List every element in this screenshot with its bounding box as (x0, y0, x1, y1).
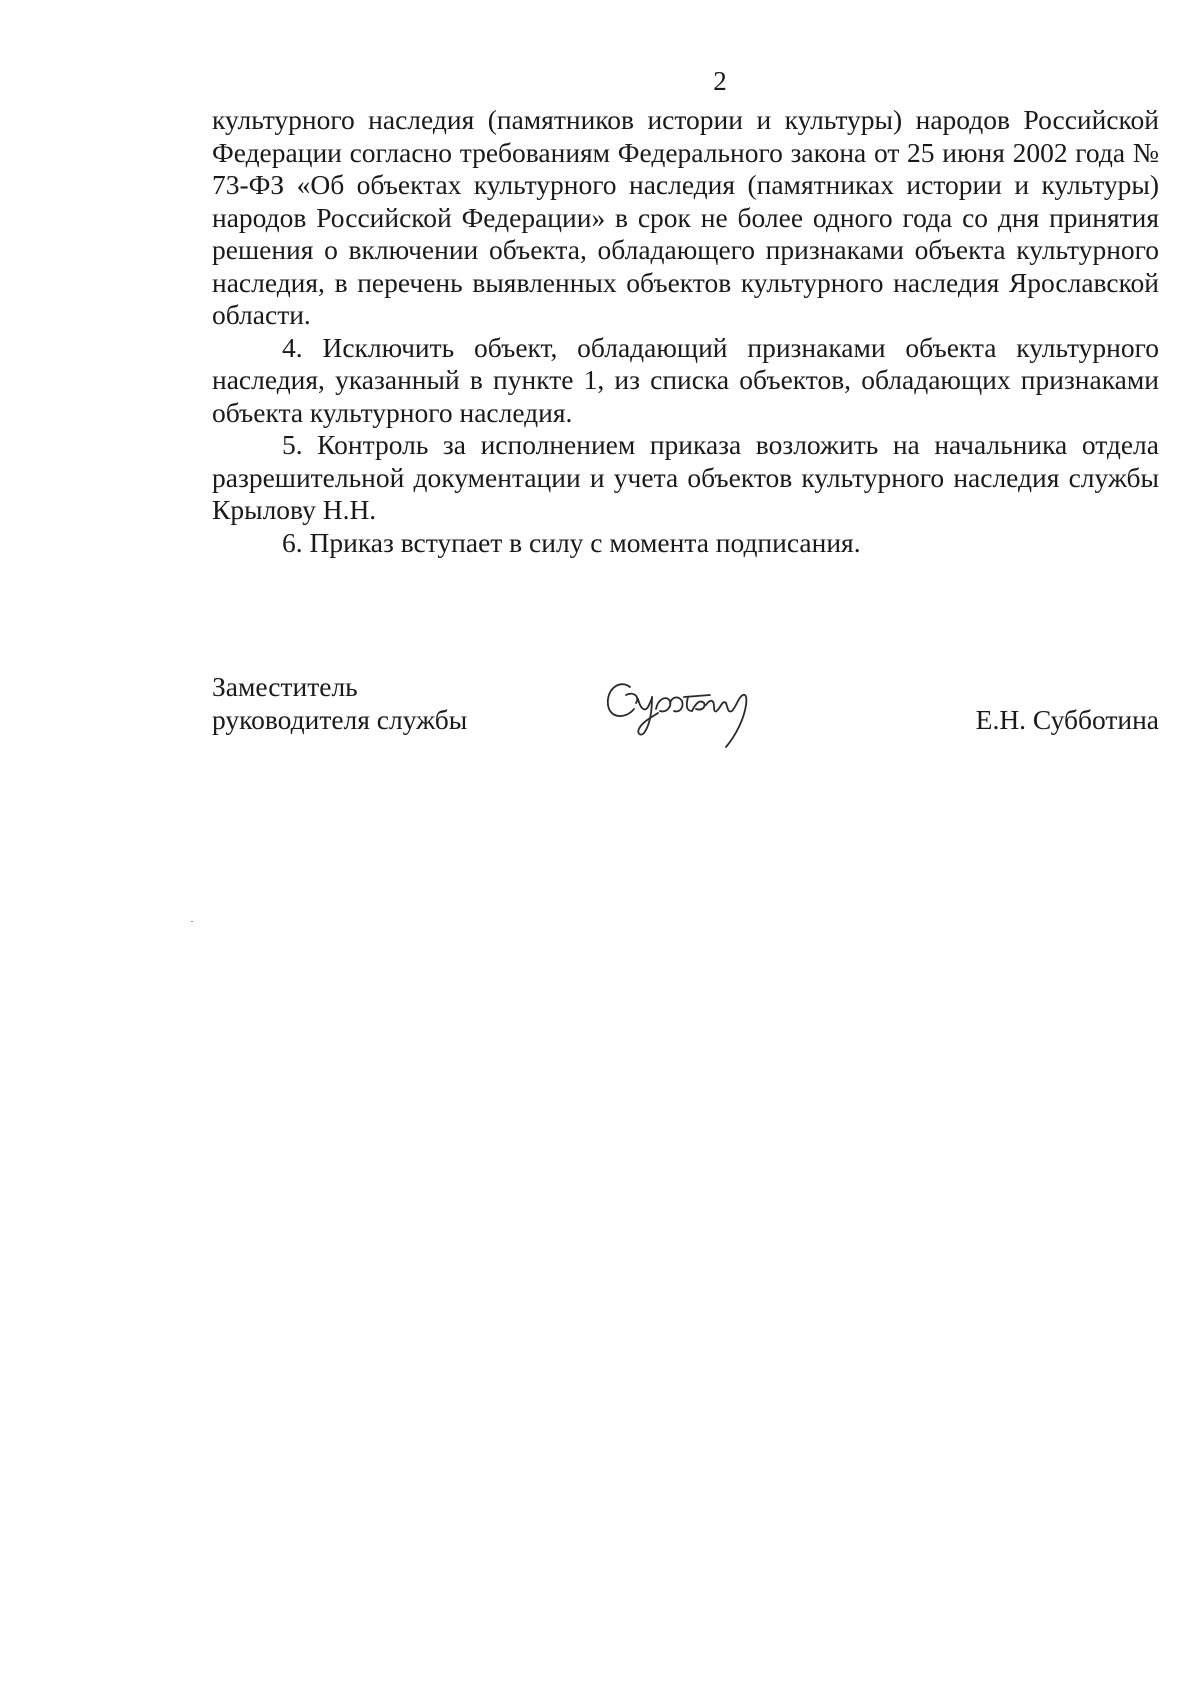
paragraph-item-4: 4. Исключить объект, обладающий признаками объекта культурного наследия, указанный в пункте 1, из списка объектов, обладающих признаками объекта культурного наследия. (212, 331, 1159, 428)
handwritten-signature (600, 673, 770, 763)
signature-block (212, 671, 1159, 761)
page-number: 2 (713, 66, 727, 96)
signatory-position-line-1: Заместитель (212, 671, 358, 702)
order-body-text (212, 104, 1159, 559)
signatory-name: Е.Н. Субботина (975, 703, 1159, 735)
signatory-position (212, 671, 467, 736)
paragraph-item-5: 5. Контроль за исполнением приказа возложить на начальника отдела разрешительной документации и учета объектов культурного наследия службы Крылову Н.Н. (212, 429, 1159, 525)
signatory-position-line-2: руководителя службы (212, 703, 468, 735)
paragraph-continuation: культурного наследия (памятников истории и культуры) народов Российской Федерации согласно требованиям Федерального закона от 25 июня 2002 года № 73-ФЗ «Об объектах культурного наследия (памятниках истории и культуры) народов Российской Федерации» в срок не более одного года со дня принятия решения о включении объекта, обладающего признаками объекта культурного наследия, в перечень выявленных объектов культурного наследия Ярославской области. (212, 104, 1159, 330)
scan-speck (191, 921, 193, 922)
paragraph-item-6: 6. Приказ вступает в силу с момента подписания. (282, 526, 861, 558)
